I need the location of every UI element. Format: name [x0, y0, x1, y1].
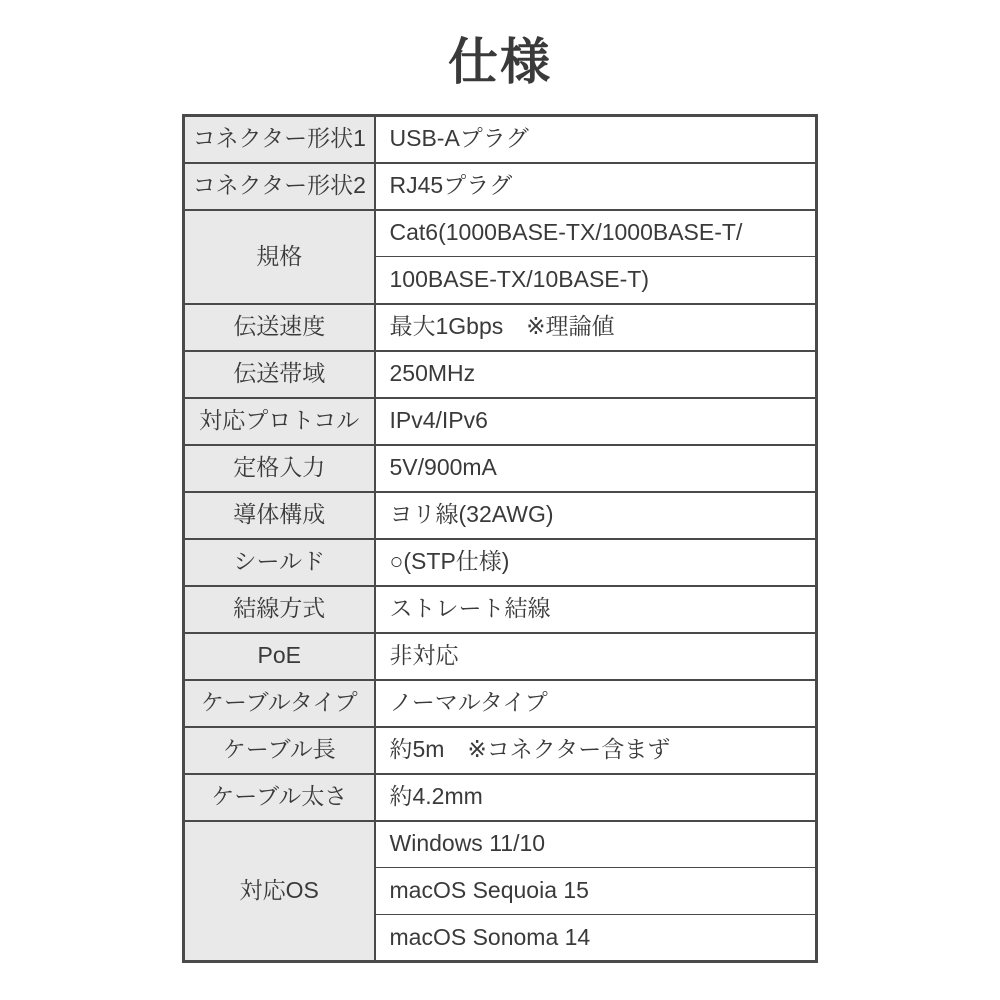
table-row	[184, 163, 817, 210]
spec-label-cell: ケーブル長	[184, 727, 375, 774]
spec-label-cell: 伝送速度	[184, 304, 375, 351]
table-row	[184, 586, 817, 633]
table-row	[184, 492, 817, 539]
spec-label-cell: コネクター形状1	[184, 116, 375, 163]
spec-value-cell: 5V/900mA	[375, 445, 817, 492]
spec-value-cell: ノーマルタイプ	[375, 680, 817, 727]
spec-value-cell: ○(STP仕様)	[375, 539, 817, 586]
spec-value-cell: IPv4/IPv6	[375, 398, 817, 445]
spec-value-cell: ストレート結線	[375, 586, 817, 633]
spec-value-cell: 約5m ※コネクター含まず	[375, 727, 817, 774]
spec-label-cell: 対応プロトコル	[184, 398, 375, 445]
spec-label-cell: 対応OS	[184, 821, 375, 962]
table-row	[184, 539, 817, 586]
table-row	[184, 351, 817, 398]
table-row	[184, 680, 817, 727]
spec-value-cell: 250MHz	[375, 351, 817, 398]
page-title: 仕様	[448, 34, 552, 90]
spec-value-cell: USB-Aプラグ	[375, 116, 817, 163]
spec-value-cell: macOS Sonoma 14	[375, 915, 817, 962]
spec-value-cell: 100BASE-TX/10BASE-T)	[375, 257, 817, 304]
spec-value-cell: ヨリ線(32AWG)	[375, 492, 817, 539]
spec-label-cell: 定格入力	[184, 445, 375, 492]
spec-value-cell: macOS Sequoia 15	[375, 868, 817, 915]
spec-label-cell: 結線方式	[184, 586, 375, 633]
spec-label-cell: コネクター形状2	[184, 163, 375, 210]
spec-value-cell: RJ45プラグ	[375, 163, 817, 210]
table-row	[184, 821, 817, 868]
spec-value-cell: Cat6(1000BASE-TX/1000BASE-T/	[375, 210, 817, 257]
spec-label-cell: ケーブル太さ	[184, 774, 375, 821]
spec-value-cell: Windows 11/10	[375, 821, 817, 868]
table-row	[184, 633, 817, 680]
spec-label-cell: ケーブルタイプ	[184, 680, 375, 727]
spec-table-body	[184, 116, 817, 962]
spec-label-cell: シールド	[184, 539, 375, 586]
spec-label-cell: PoE	[184, 633, 375, 680]
spec-table	[182, 114, 818, 963]
table-row	[184, 210, 817, 257]
spec-value-cell: 最大1Gbps ※理論値	[375, 304, 817, 351]
spec-label-cell: 規格	[184, 210, 375, 304]
table-row	[184, 304, 817, 351]
table-row	[184, 774, 817, 821]
spec-label-cell: 伝送帯域	[184, 351, 375, 398]
spec-value-cell: 非対応	[375, 633, 817, 680]
table-row	[184, 445, 817, 492]
spec-value-cell: 約4.2mm	[375, 774, 817, 821]
spec-label-cell: 導体構成	[184, 492, 375, 539]
table-row	[184, 116, 817, 163]
table-row	[184, 727, 817, 774]
table-row	[184, 398, 817, 445]
